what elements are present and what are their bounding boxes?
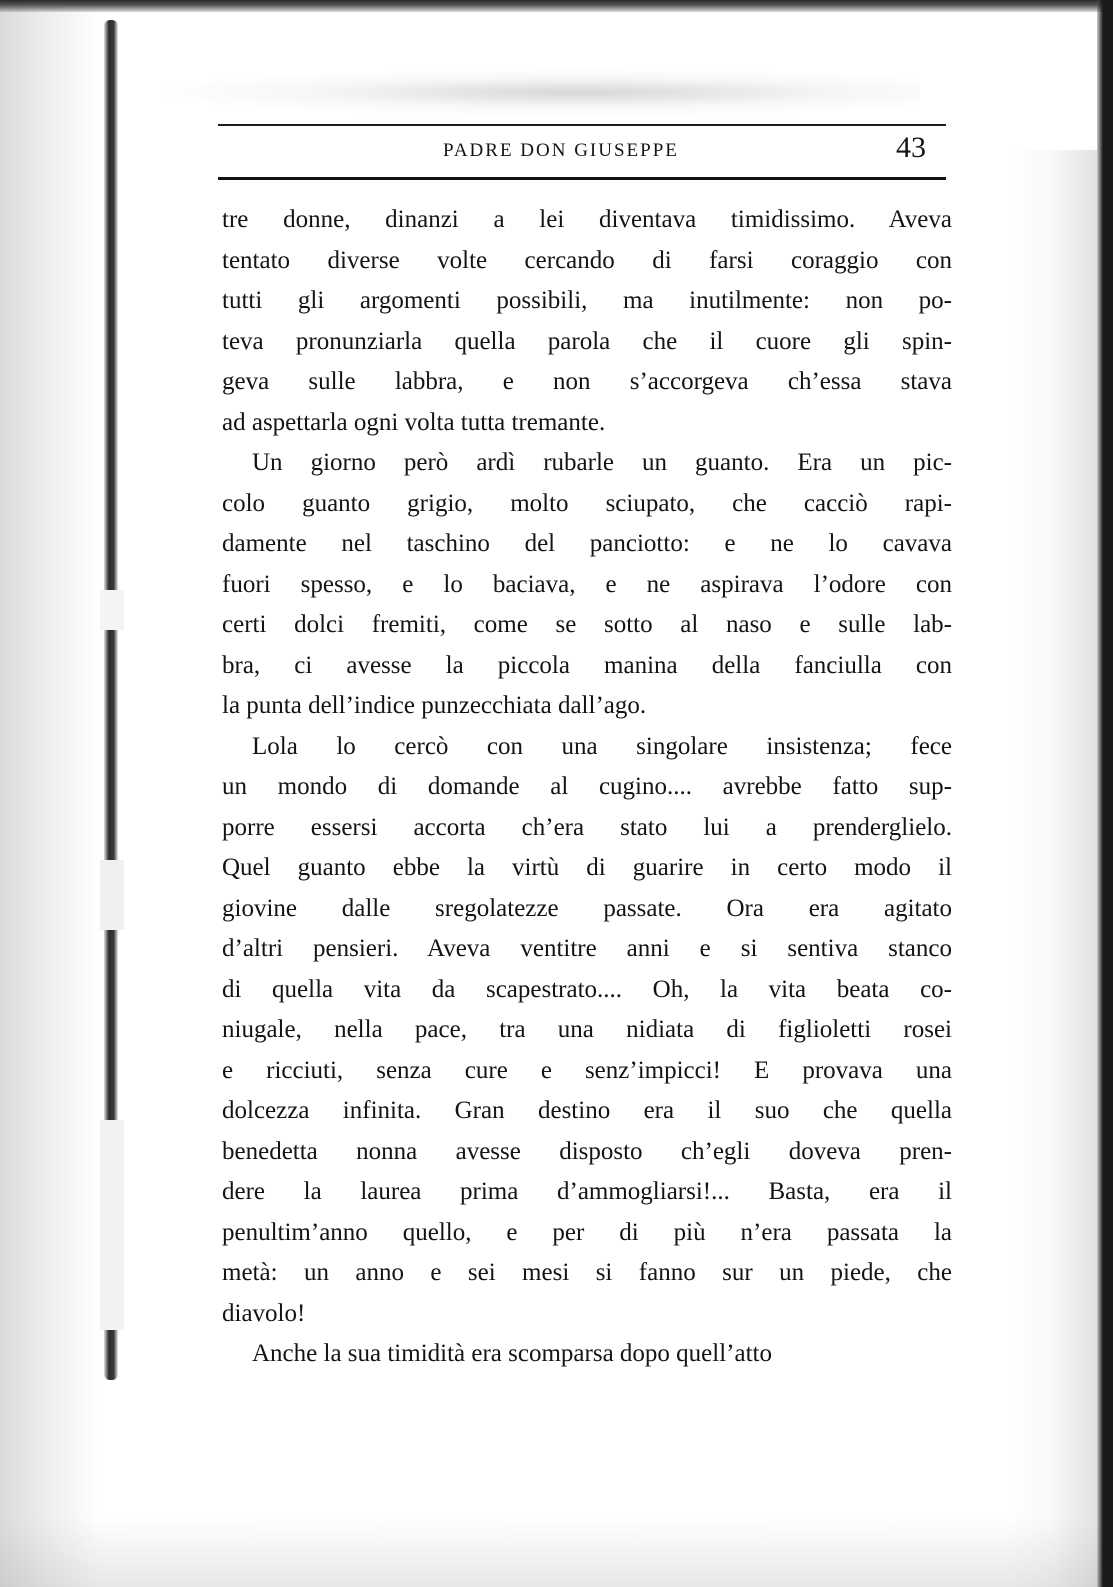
running-title: PADRE DON GIUSEPPE [443, 140, 679, 161]
text-line: diavolo! [222, 1299, 306, 1327]
text-line: damente nel taschino del panciotto: e ne lo cavava [222, 530, 952, 557]
page-number: 43 [896, 131, 926, 164]
scan-shadow-bottom [0, 1517, 1113, 1587]
text-line: di quella vita da scapestrato.... Oh, la vita beata co- [222, 975, 952, 1003]
text-line: giovine dalle sregolatezze passate. Ora era agitato [222, 894, 952, 922]
gutter-gap [100, 860, 124, 930]
text-line: dere la laurea prima d’ammogliarsi!... Basta, era il [222, 1178, 952, 1205]
header-rule-top [218, 124, 946, 126]
text-line: bra, ci avesse la piccola manina della fanciulla con [222, 651, 952, 679]
body-text [222, 200, 952, 1375]
text-line: fuori spesso, e lo baciava, e ne aspirava l’odore con [222, 570, 952, 598]
scan-speckle-top [160, 70, 920, 115]
text-line: benedetta nonna avesse disposto ch’egli doveva pren- [222, 1137, 952, 1165]
text-line: dolcezza infinita. Gran destino era il suo che quella [222, 1097, 952, 1124]
scan-shadow-right [1007, 150, 1097, 1587]
gutter-gap [100, 1120, 124, 1330]
text-line: metà: un anno e sei mesi si fanno sur un piede, che [222, 1259, 952, 1286]
text-line: Anche la sua timidità era scomparsa dopo quell’atto [252, 1340, 772, 1367]
text-line: tre donne, dinanzi a lei diventava timidissimo. Aveva [222, 206, 952, 233]
text-line: d’altri pensieri. Aveva ventitre anni e si sentiva stanco [222, 935, 952, 962]
page-right-edge [1097, 0, 1113, 1587]
text-line: geva sulle labbra, e non s’accorgeva ch’essa stava [222, 368, 952, 395]
text-line: Lola lo cercò con una singolare insistenza; fece [252, 732, 952, 760]
text-line: tentato diverse volte cercando di farsi coraggio con [222, 246, 952, 274]
text-line: niugale, nella pace, tra una nidiata di figlioletti rosei [222, 1016, 952, 1043]
text-line: la punta dell’indice punzecchiata dall’ago. [222, 692, 647, 719]
page-top-edge [0, 0, 1113, 12]
text-line: porre essersi accorta ch’era stato lui a prenderglielo. [222, 813, 952, 841]
gutter-gap [100, 590, 124, 630]
text-line: teva pronunziarla quella parola che il cuore gli spin- [222, 327, 952, 355]
text-line: ad aspettarla ogni volta tutta tremante. [222, 408, 606, 436]
text-line: colo guanto grigio, molto sciupato, che cacciò rapi- [222, 489, 952, 517]
text-line: Un giorno però ardì rubarle un guanto. Era un pic- [252, 449, 952, 476]
text-line: Quel guanto ebbe la virtù di guarire in certo modo il [222, 854, 952, 881]
text-line: certi dolci fremiti, come se sotto al naso e sulle lab- [222, 611, 952, 638]
text-line: e ricciuti, senza cure e senz’impicci! E provava una [222, 1056, 952, 1084]
text-line: tutti gli argomenti possibili, ma inutilmente: non po- [222, 287, 952, 314]
header-rule-bottom [218, 177, 946, 180]
scan-shadow-left [0, 0, 100, 1587]
text-line: un mondo di domande al cugino.... avrebbe fatto sup- [222, 773, 952, 800]
text-line: penultim’anno quello, e per di più n’era passata la [222, 1218, 952, 1246]
